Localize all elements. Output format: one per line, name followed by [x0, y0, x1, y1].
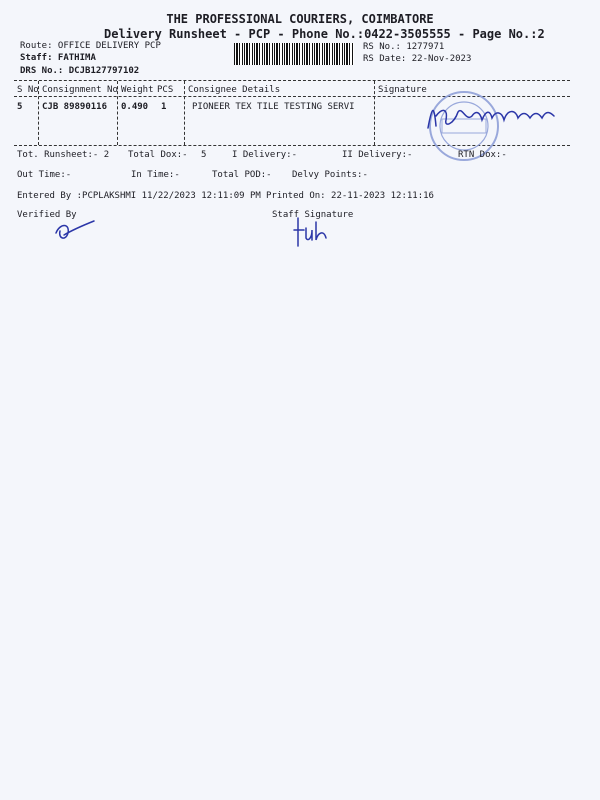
rs-number: RS No.: 1277971: [363, 42, 445, 52]
row-consignee: PIONEER TEX TILE TESTING SERVI: [192, 102, 355, 112]
row-sno: 5: [17, 102, 23, 112]
out-time: Out Time:-: [17, 170, 72, 180]
recipient-signature: [420, 98, 560, 138]
route-label: Route: OFFICE DELIVERY PCP: [20, 41, 161, 51]
staff-label: Staff: FATHIMA: [20, 53, 96, 63]
i-delivery: I Delivery:-: [232, 150, 298, 160]
total-dox-label: Total Dox:-: [128, 150, 188, 160]
row-consignment-no: CJB 89890116: [42, 102, 108, 112]
verified-by-label: Verified By: [17, 210, 77, 220]
table-header-consignment: Consignment No: [42, 85, 118, 95]
staff-signature-label: Staff Signature: [272, 210, 354, 220]
barcode: [234, 43, 354, 65]
total-pod: Total POD:-: [212, 170, 272, 180]
printed-on: Printed On: 22-11-2023 12:11:16: [266, 191, 434, 201]
ii-delivery: II Delivery:-: [342, 150, 413, 160]
col-divider: [374, 81, 375, 145]
col-divider: [184, 81, 185, 145]
runsheet-title: Delivery Runsheet - PCP - Phone No.:0422-3505555 - Page No.:2: [104, 27, 545, 41]
drs-number: DRS No.: DCJB127797102: [20, 66, 140, 76]
table-header-sno: S No: [17, 85, 39, 95]
rtn-dox: RTN Dox:-: [458, 150, 507, 160]
table-header-consignee: Consignee Details: [188, 85, 281, 95]
tot-runsheet: Tot. Runsheet:- 2: [17, 150, 110, 160]
staff-signature-mark: [292, 216, 336, 250]
table-header-signature: Signature: [378, 85, 427, 95]
verifier-signature: [50, 215, 100, 245]
total-dox-value: 5: [201, 150, 207, 160]
table-header-pcs: PCS: [157, 85, 174, 95]
rs-date: RS Date: 22-Nov-2023: [363, 54, 472, 64]
in-time: In Time:-: [131, 170, 180, 180]
entered-by: Entered By :PCPLAKSHMI 11/22/2023 12:11:09 PM: [17, 191, 261, 201]
row-pcs: 1: [161, 102, 167, 112]
delvy-points: Delvy Points:-: [292, 170, 368, 180]
row-weight: 0.490: [121, 102, 149, 112]
table-header-weight: Weight: [121, 85, 154, 95]
table-top-rule: [14, 80, 570, 81]
company-title: THE PROFESSIONAL COURIERS, COIMBATORE: [166, 12, 434, 26]
